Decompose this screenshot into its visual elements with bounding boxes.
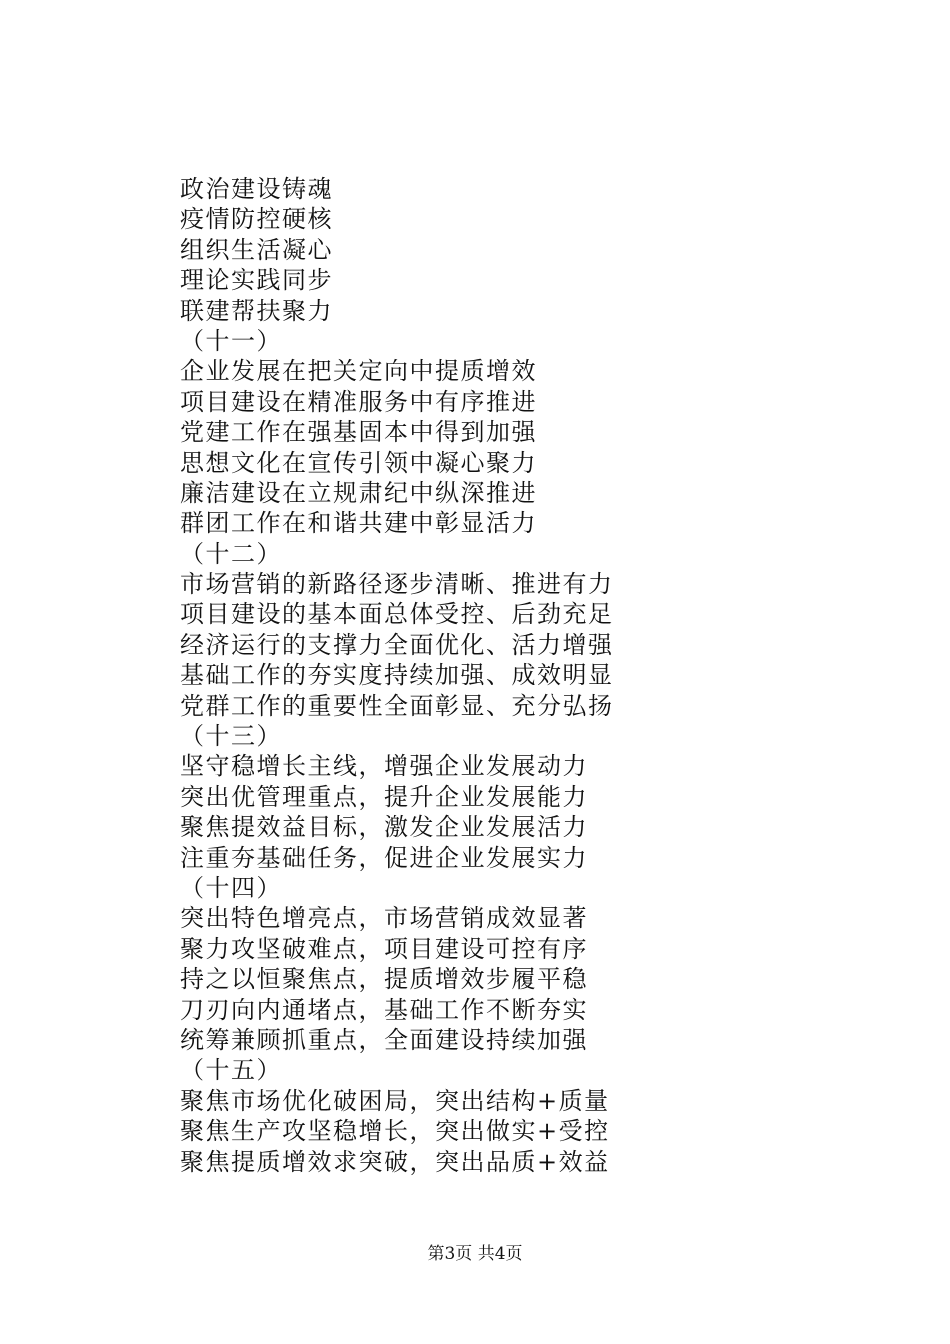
section-heading: （十四）	[180, 873, 282, 902]
document-body	[180, 174, 880, 1177]
text-line: 党建工作在强基固本中得到加强	[180, 418, 537, 447]
section-heading: （十二）	[180, 539, 282, 568]
text-line: 聚焦提效益目标，激发企业发展活力	[180, 813, 588, 842]
text-line: 市场营销的新路径逐步清晰、推进有力	[180, 570, 614, 599]
text-line: 突出优管理重点，提升企业发展能力	[180, 782, 588, 811]
text-line: 项目建设的基本面总体受控、后劲充足	[180, 600, 614, 629]
text-line: 刀刃向内通堵点，基础工作不断夯实	[180, 995, 588, 1024]
section-heading: （十一）	[180, 326, 282, 355]
text-line: 企业发展在把关定向中提质增效	[180, 357, 537, 386]
text-line: 统筹兼顾抓重点，全面建设持续加强	[180, 1025, 588, 1054]
text-line: 聚焦提质增效求突破，突出品质+效益	[180, 1147, 610, 1176]
text-line: 党群工作的重要性全面彰显、充分弘扬	[180, 691, 614, 720]
text-line: 廉洁建设在立规肃纪中纵深推进	[180, 478, 537, 507]
text-line: 组织生活凝心	[180, 235, 333, 264]
text-line: 群团工作在和谐共建中彰显活力	[180, 509, 537, 538]
text-line: 基础工作的夯实度持续加强、成效明显	[180, 661, 614, 690]
text-line: 持之以恒聚焦点，提质增效步履平稳	[180, 965, 588, 994]
text-line: 政治建设铸魂	[180, 175, 333, 203]
text-line: 坚守稳增长主线，增强企业发展动力	[180, 752, 588, 781]
text-line: 聚力攻坚破难点，项目建设可控有序	[180, 934, 588, 963]
text-line: 疫情防控硬核	[180, 205, 333, 234]
section-heading: （十三）	[180, 722, 282, 751]
text-line: 聚焦市场优化破困局，突出结构+质量	[180, 1086, 610, 1115]
page-number-footer: 第3页 共4页	[427, 1244, 523, 1264]
text-line: 联建帮扶聚力	[180, 296, 333, 325]
section-heading: （十五）	[180, 1056, 282, 1085]
text-line: 突出特色增亮点，市场营销成效显著	[180, 904, 588, 933]
text-line: 项目建设在精准服务中有序推进	[180, 387, 537, 416]
text-line: 经济运行的支撑力全面优化、活力增强	[180, 630, 614, 659]
text-line: 聚焦生产攻坚稳增长，突出做实+受控	[180, 1117, 610, 1146]
text-line: 思想文化在宣传引领中凝心聚力	[180, 448, 537, 477]
text-line: 理论实践同步	[180, 266, 333, 295]
text-line: 注重夯基础任务，促进企业发展实力	[180, 843, 588, 872]
